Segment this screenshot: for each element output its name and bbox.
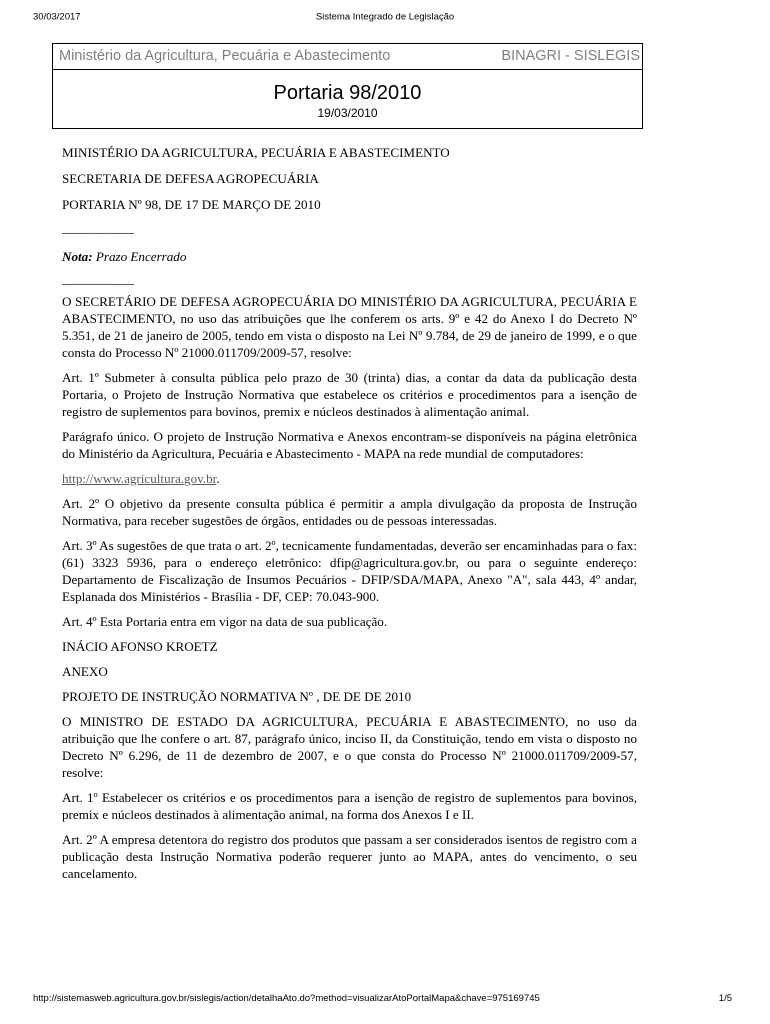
in-article-1: Art. 1º Estabelecer os critérios e os procedimentos para a isenção de registro de suplementos para bovinos, premix e núcleos destinados à alimentação animal, na forma dos Anexos I e II. [62, 790, 637, 822]
document-body [62, 144, 637, 890]
note-label: Nota: [62, 249, 93, 264]
note [62, 248, 637, 265]
link-suffix: . [216, 471, 220, 486]
agricultura-link[interactable]: http://www.agricultura.gov.br [62, 471, 217, 486]
org-heading: MINISTÉRIO DA AGRICULTURA, PECUÁRIA E ABASTECIMENTO [62, 145, 450, 160]
projeto-heading: PROJETO DE INSTRUÇÃO NORMATIVA Nº , DE DE DE 2010 [62, 689, 412, 704]
separator: ___________ [62, 271, 135, 286]
document-title: Portaria 98/2010 [273, 82, 422, 104]
paragraph-unico: Parágrafo único. O projeto de Instrução Normativa e Anexos encontram-se disponíveis na página eletrônica do Ministério da Agricultura, Pecuária e Abastecimento - MAPA na rede mundial de computadores: [62, 429, 637, 461]
document-date: 19/03/2010 [317, 106, 378, 120]
article-4: Art. 4º Esta Portaria entra em vigor na data de sua publicação. [62, 614, 388, 629]
note-text: Prazo Encerrado [95, 249, 187, 264]
print-footer [0, 993, 770, 1007]
document-header-box [52, 43, 643, 129]
print-date: 30/03/2017 [33, 11, 81, 23]
annex-heading: ANEXO [62, 664, 108, 679]
print-url: http://sistemasweb.agricultura.gov.br/sislegis/action/detalhaAto.do?method=visualizarAtoPortalMapa&chave=975169745 [33, 993, 540, 1004]
ministry-name: Ministério da Agricultura, Pecuária e Abastecimento [59, 48, 391, 64]
article-3: Art. 3º As sugestões de que trata o art. 2º, tecnicamente fundamentadas, deverão ser encaminhadas para o fax: (61) 3323 5936, para o endereço eletrônico: dfip@agricultura.gov.br, ou para o seguinte endereço: Departamento de Fiscalização de Insumos Pecuários - DFIP/SDA/MAPA, Anexo "A", sala 443, 4º andar, Esplanada dos Ministérios - Brasília - DF, CEP: 70.043-900. [62, 538, 637, 604]
print-site-title: Sistema Integrado de Legislação [315, 11, 455, 23]
link-paragraph [62, 470, 637, 487]
header-bar [53, 44, 642, 70]
page-number: 1/5 [718, 993, 732, 1004]
separator: ___________ [62, 220, 135, 235]
portaria-heading: PORTARIA Nº 98, DE 17 DE MARÇO DE 2010 [62, 197, 321, 212]
system-name: BINAGRI - SISLEGIS [501, 48, 640, 64]
print-header [0, 0, 770, 23]
preamble: O SECRETÁRIO DE DEFESA AGROPECUÁRIA DO MINISTÉRIO DA AGRICULTURA, PECUÁRIA E ABASTECIMENTO, no uso das atribuições que lhe conferem os arts. 9º e 42 do Anexo I do Decreto Nº 5.351, de 21 de janeiro de 2005, tendo em vista o disposto na Lei Nº 9.784, de 29 de janeiro de 1999, e o que consta do Processo Nº 21000.011709/2009-57, resolve: [62, 294, 637, 360]
preamble-2: O MINISTRO DE ESTADO DA AGRICULTURA, PECUÁRIA E ABASTECIMENTO, no uso da atribuição que lhe confere o art. 87, parágrafo único, inciso II, da Constituição, tendo em vista o disposto no Decreto Nº 6.296, de 11 de dezembro de 2007, e o que consta do Processo Nº 21000.011709/2009-57, resolve: [62, 714, 637, 780]
signatory: INÁCIO AFONSO KROETZ [62, 639, 218, 654]
article-1: Art. 1º Submeter à consulta pública pelo prazo de 30 (trinta) dias, a contar da data da publicação desta Portaria, o Projeto de Instrução Normativa que estabelece os critérios e procedimentos para a isenção de registro de suplementos para bovinos, premix e núcleos destinados à alimentação animal. [62, 370, 637, 419]
article-2: Art. 2º O objetivo da presente consulta pública é permitir a ampla divulgação da proposta de Instrução Normativa, para receber sugestões de órgãos, entidades ou de pessoas interessadas. [62, 496, 637, 528]
secretariat-heading: SECRETARIA DE DEFESA AGROPECUÁRIA [62, 171, 319, 186]
in-article-2: Art. 2º A empresa detentora do registro dos produtos que passam a ser considerados isentos de registro com a publicação desta Instrução Normativa poderão requerer junto ao MAPA, antes do vencimento, o seu cancelamento. [62, 832, 637, 881]
